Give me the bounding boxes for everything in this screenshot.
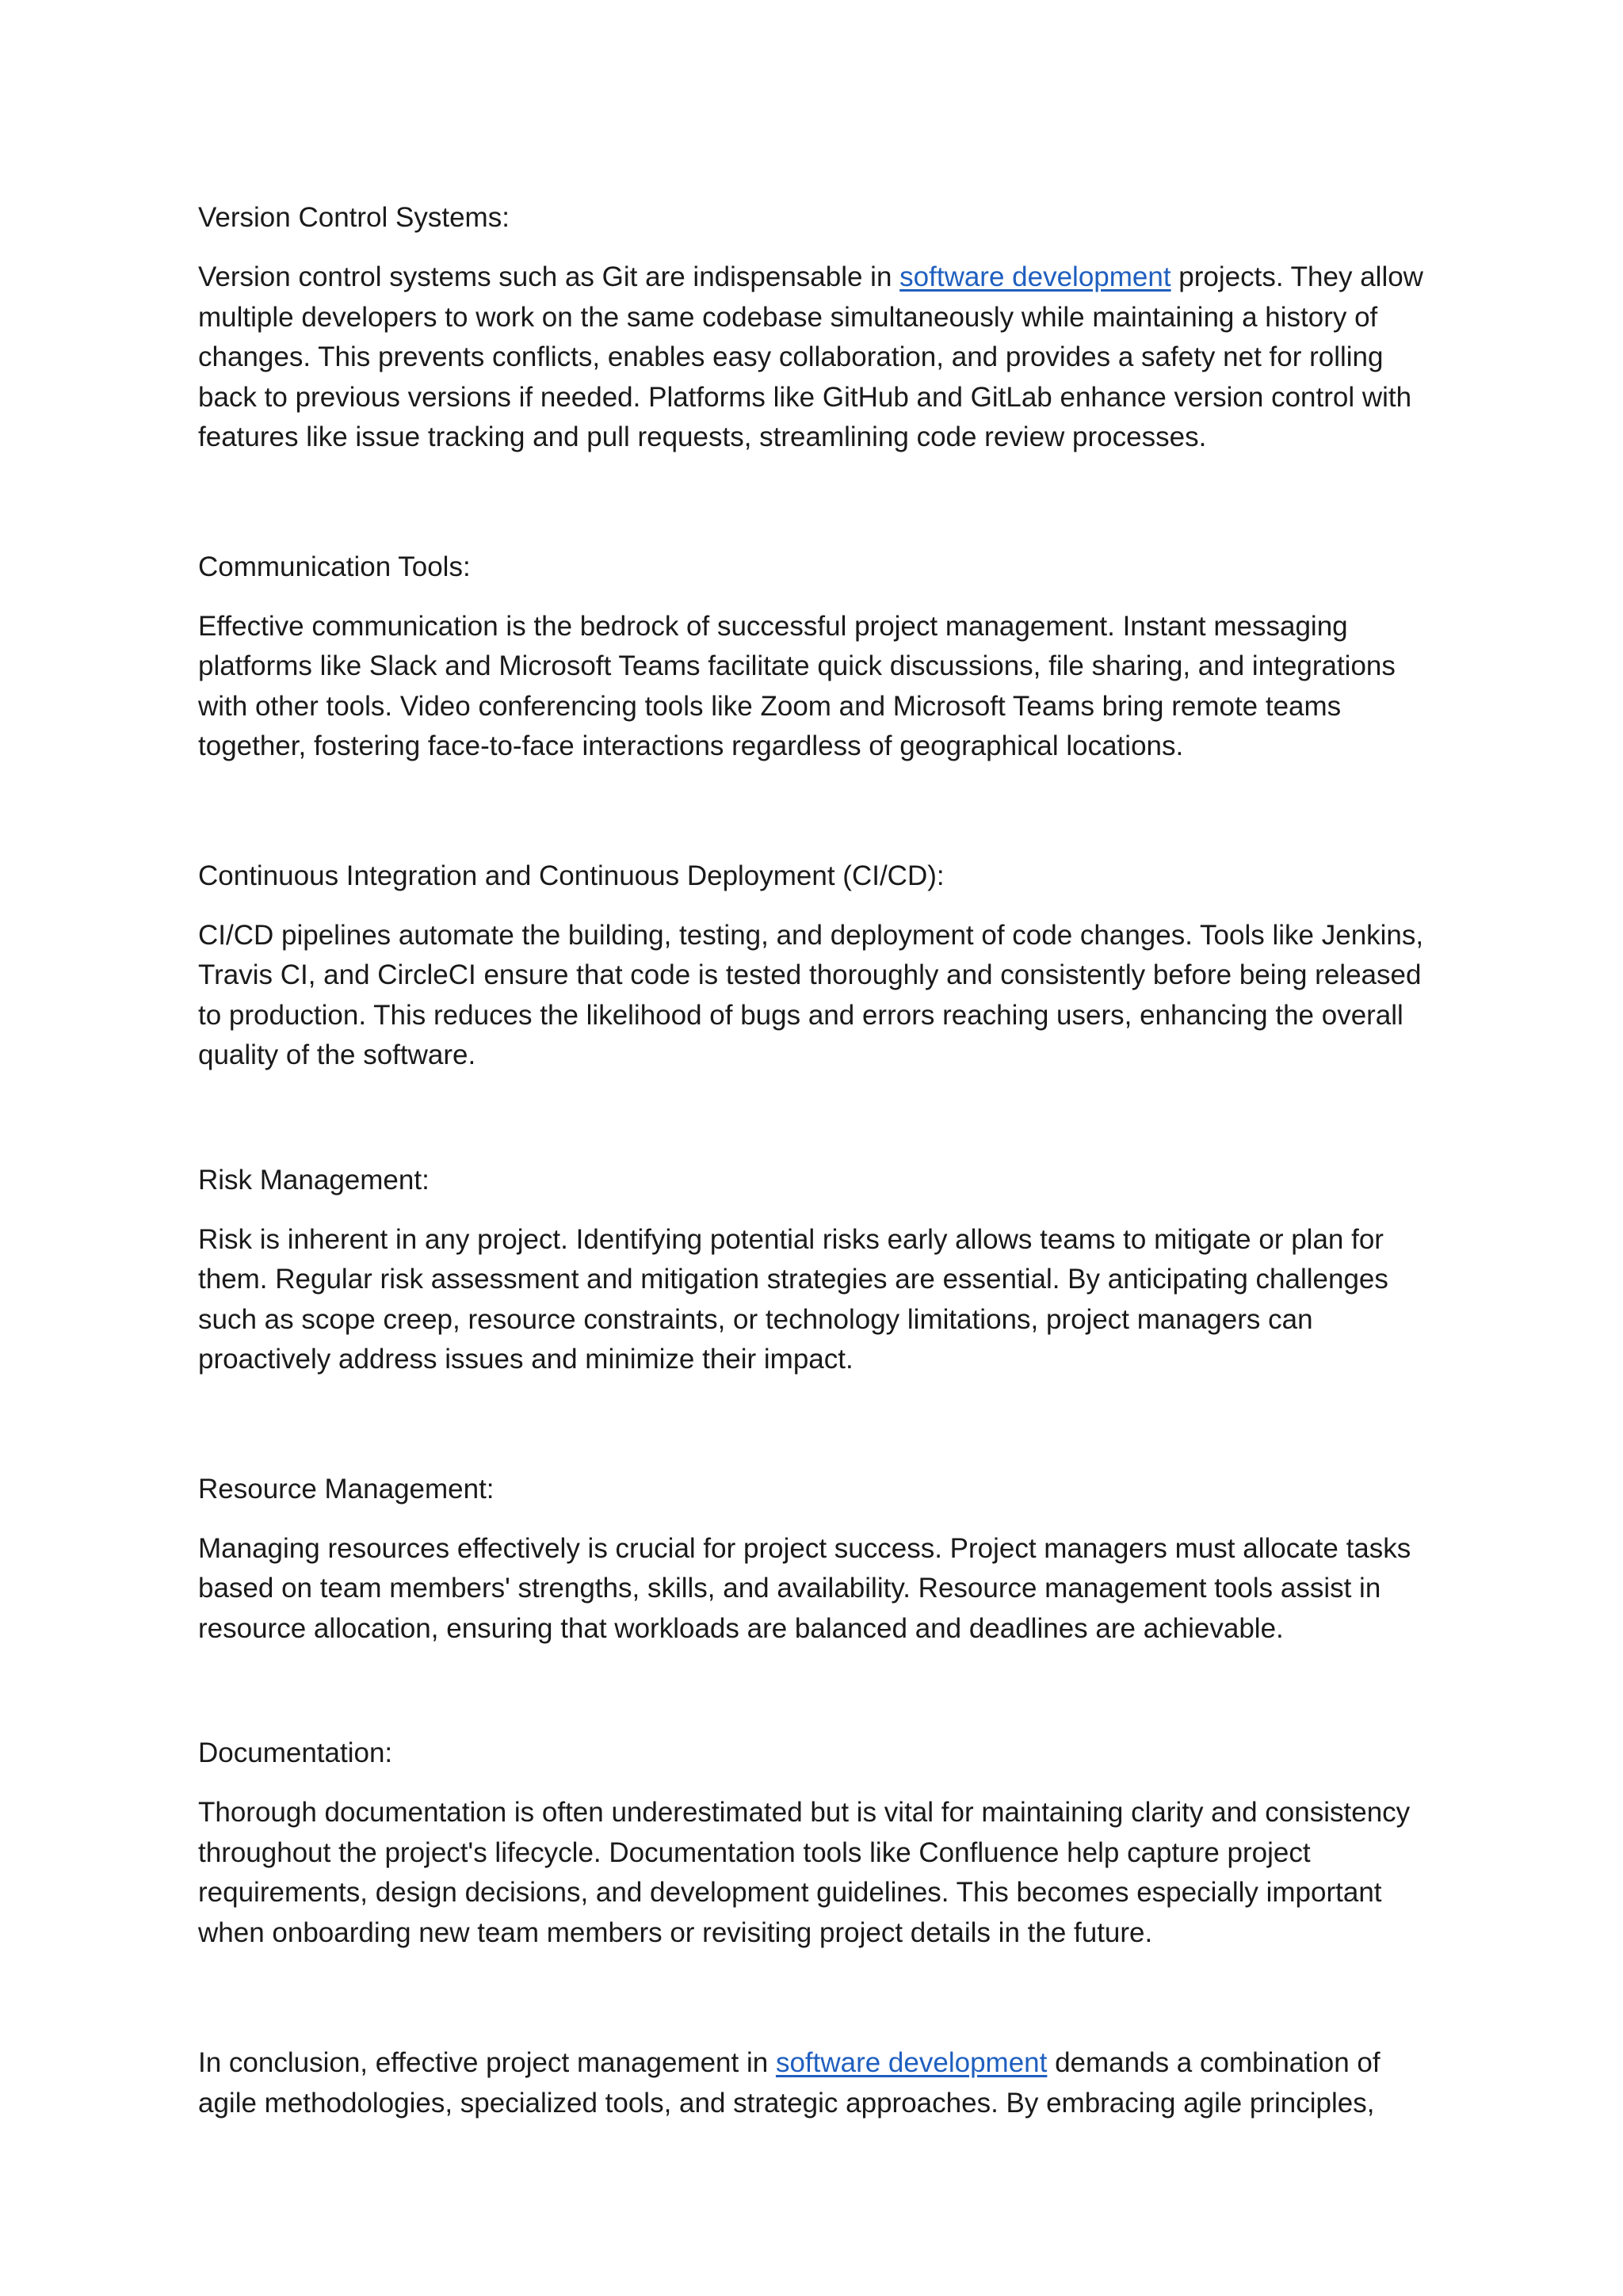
document-page bbox=[198, 198, 1442, 2123]
section-documentation bbox=[198, 1733, 1442, 1953]
section-ci-cd bbox=[198, 856, 1442, 1076]
section-communication-tools bbox=[198, 547, 1442, 767]
section-body: CI/CD pipelines automate the building, testing, and deployment of code changes. Tools like Jenkins, Travis CI, and CircleCI ensure that code is tested thoroughly and consistently before being released to production. This reduces the likelihood of bugs and errors reaching users, enhancing the overall quality of the software. bbox=[198, 919, 1424, 1070]
section-heading: Continuous Integration and Continuous Deployment (CI/CD): bbox=[198, 860, 945, 891]
section-heading: Documentation: bbox=[198, 1737, 393, 1768]
body-text-before-link: In conclusion, effective project management in bbox=[198, 2047, 776, 2078]
section-heading: Version Control Systems: bbox=[198, 202, 510, 233]
section-heading: Communication Tools: bbox=[198, 551, 471, 582]
body-text-after-link: projects. They allow multiple developers to work on the same codebase simultaneously while maintaining a history of changes. This prevents conflicts, enables easy collaboration, and provides a safety net for rolling back to previous versions if needed. Platforms like GitHub and GitLab enhance version control with features like issue tracking and pull requests, streamlining code review processes. bbox=[198, 261, 1423, 452]
section-conclusion bbox=[198, 2043, 1442, 2123]
body-text-before-link: Version control systems such as Git are indispensable in bbox=[198, 261, 900, 292]
section-heading: Resource Management: bbox=[198, 1473, 495, 1505]
conclusion-body bbox=[198, 2043, 1442, 2123]
section-body: Effective communication is the bedrock of successful project management. Instant messaging platforms like Slack and Microsoft Teams facilitate quick discussions, file sharing, and integrations with other tools. Video conferencing tools like Zoom and Microsoft Teams bring remote teams together, fostering face-to-face interactions regardless of geographical locations. bbox=[198, 610, 1396, 761]
section-body: Managing resources effectively is crucial for project success. Project managers must allocate tasks based on team members' strengths, skills, and availability. Resource management tools assist in resource allocation, ensuring that workloads are balanced and deadlines are achievable. bbox=[198, 1532, 1411, 1644]
section-version-control bbox=[198, 198, 1442, 458]
section-body: Risk is inherent in any project. Identifying potential risks early allows teams to mitigate or plan for them. Regular risk assessment and mitigation strategies are essential. By anticipating challenges such as scope creep, resource constraints, or technology limitations, project managers can proactively address issues and minimize their impact. bbox=[198, 1223, 1388, 1375]
section-body: Thorough documentation is often underestimated but is vital for maintaining clarity and consistency throughout the project's lifecycle. Documentation tools like Confluence help capture project requirements, design decisions, and development guidelines. This becomes especially important when onboarding new team members or revisiting project details in the future. bbox=[198, 1797, 1411, 1948]
section-resource-management bbox=[198, 1470, 1442, 1650]
section-risk-management bbox=[198, 1161, 1442, 1380]
body-text-after-link: demands a combination of agile methodologies, specialized tools, and strategic approaches. By embracing agile principles, bbox=[198, 2047, 1381, 2119]
software-development-link[interactable]: software development bbox=[899, 261, 1171, 292]
software-development-link[interactable]: software development bbox=[775, 2047, 1048, 2078]
section-heading: Risk Management: bbox=[198, 1164, 430, 1196]
section-body bbox=[198, 257, 1442, 458]
